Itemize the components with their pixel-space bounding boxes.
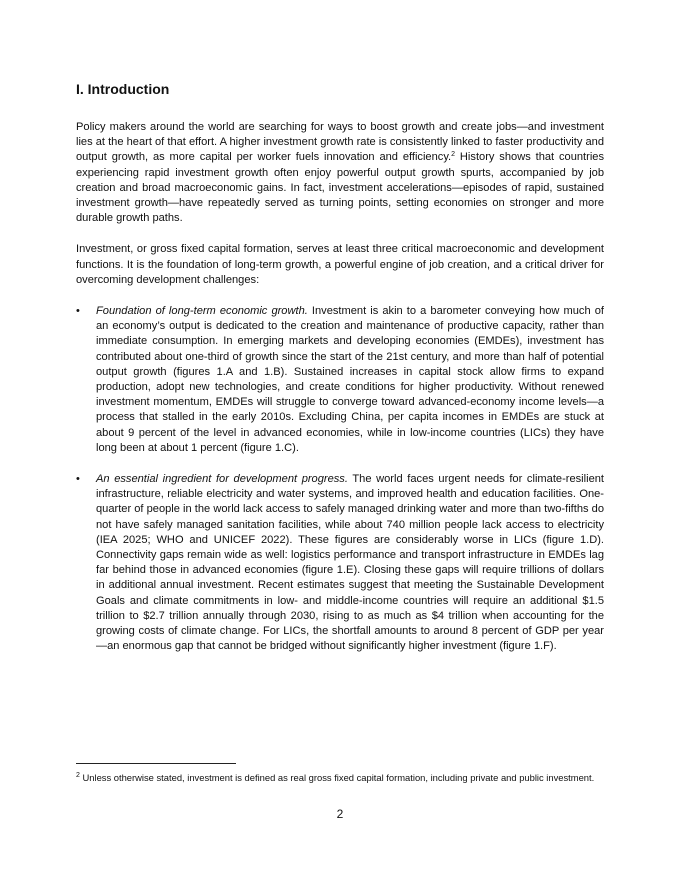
paragraph-intro-text-2: History shows that countries experiencing rapid investment growth often enjoy powerful output growth spurts, accompanied by job creation and broad macroeconomic gains. In fact, investment accelerations—episodes of rapid, sustained investment growth—have repeatedly served as turning points, setting economies on stronger and more durable growth paths. xyxy=(76,151,605,225)
main-content xyxy=(76,80,604,671)
bullet-title: Foundation of long-term economic growth. xyxy=(96,305,308,318)
page-number: 2 xyxy=(336,807,344,821)
bullet-text: The world faces urgent needs for climate-resilient infrastructure, reliable electricity and water systems, and improved health and education facilities. One-quarter of people in the world lack access to safely managed drinking water and more than two-fifths do not have safely managed sanitation facilities, while about 740 million people lack access to electricity (IEA 2025; WHO and UNICEF 2022). These figures are considerably worse in LICs (figure 1.D). Connectivity gaps remain wide as well: logistics performance and transport infrastructure in EMDEs lag far behind those in advanced economies (figure 1.E). Closing these gaps will require trillions of dollars in additional annual investment. Recent estimates suggest that meeting the Sustainable Development Goals and climate commitments in low- and middle-income countries will require an additional $1.5 trillion to $2.7 trillion annually through 2030, rising to as much as $4 trillion when accounting for the growing costs of climate change. For LICs, the shortfall amounts to around 8 percent of GDP per year—an enormous gap that cannot be bridged without significantly higher investment (figure 1.F). xyxy=(96,473,604,653)
bullet-title: An essential ingredient for development progress. xyxy=(96,473,348,486)
bullet-dot-icon: • xyxy=(76,473,80,486)
paragraph-intro xyxy=(76,120,604,226)
section-heading: I. Introduction xyxy=(76,81,170,97)
footnote-number: 2 xyxy=(76,772,80,779)
footnote-divider xyxy=(76,763,236,764)
bullet-text: Investment is akin to a barometer conveying how much of an economy’s output is dedicated to the creation and maintenance of productive capacity, rather than immediate consumption. In emerging markets and developing economies (EMDEs), investment has contributed about one-third of growth since the start of the 21st century, and more than half of potential output growth (figures 1.A and 1.B). Sustained increases in capital stock allow firms to expand production, adopt new technologies, and create conditions for higher productivity. Without renewed investment momentum, EMDEs will struggle to converge toward advanced-economy income levels—a process that stalled in the early 2010s. Excluding China, per capita incomes in EMDEs are stuck at about 9 percent of the level in advanced economies, while in low-income countries (LICs) they have long been at about 1 percent (figure 1.C). xyxy=(96,305,604,454)
bullet-list xyxy=(76,304,604,654)
footnote xyxy=(76,771,604,785)
bullet-item-development xyxy=(76,472,604,654)
bullet-dot-icon: • xyxy=(76,305,80,318)
paragraph-intro-text-1: Policy makers around the world are searching for ways to boost growth and create jobs—and investment lies at the heart of that effort. A higher investment growth rate is consistently linked to faster productivity and output growth, as more capital per worker fuels innovation and efficiency. xyxy=(76,121,604,164)
footnote-text: Unless otherwise stated, investment is defined as real gross fixed capital formation, including private and public investment. xyxy=(79,772,595,783)
footnote-reference[interactable]: 2 xyxy=(451,151,456,159)
bullet-item-growth xyxy=(76,304,604,456)
paragraph-functions: Investment, or gross fixed capital formation, serves at least three critical macroeconomic and development functions. It is the foundation of long-term growth, a powerful engine of job creation, and a critical driver for overcoming development challenges: xyxy=(76,243,604,286)
